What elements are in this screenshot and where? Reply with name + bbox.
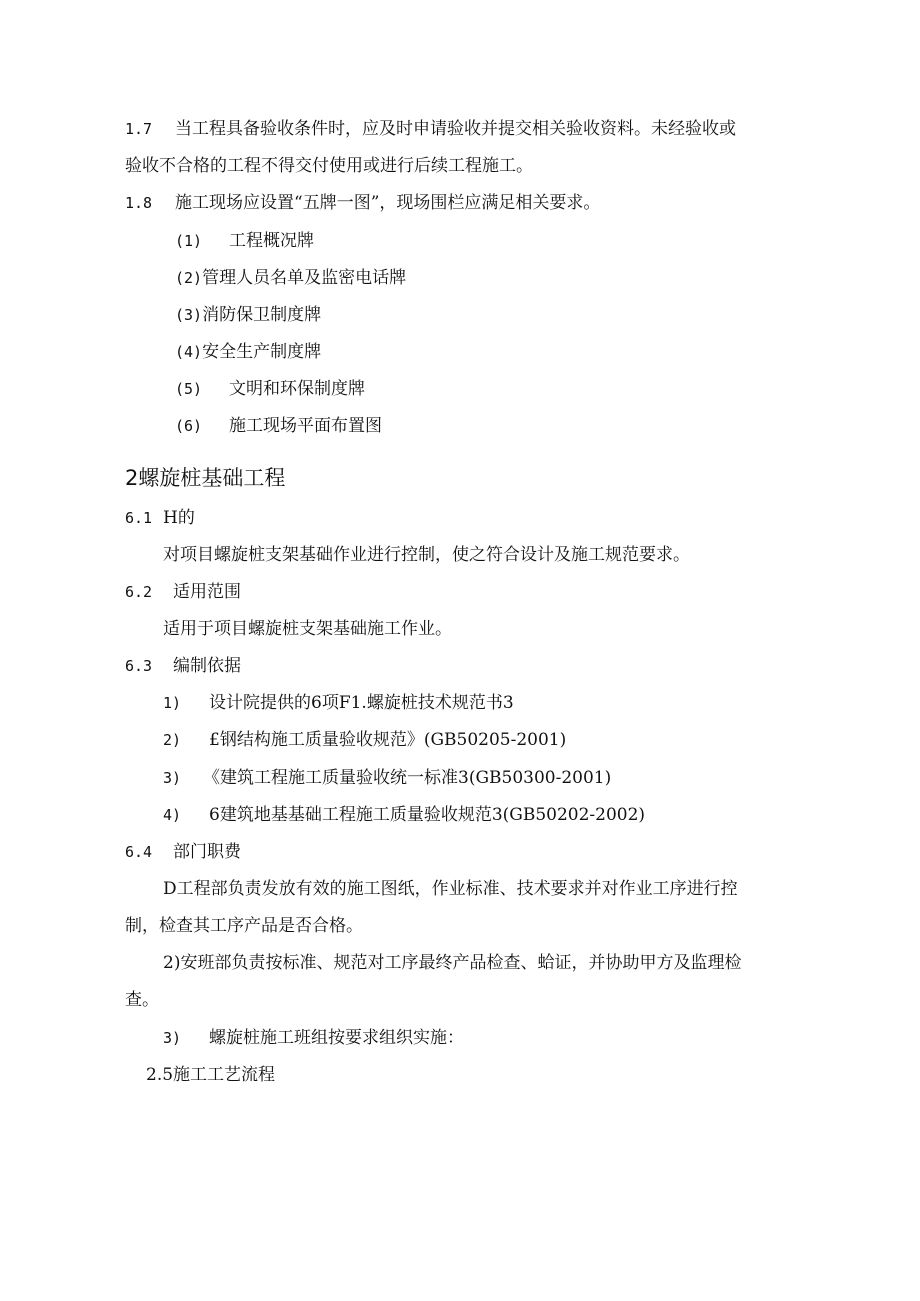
duty-paragraph-2-line-1: 2)安班部负责按标准、规范对工序最终产品检查、蛤证，并协助甲方及监理检: [163, 953, 742, 973]
section-6-2-title: [125, 580, 241, 604]
item-text: 《建筑工程施工质量验收统一标准3(GB50300-2001): [203, 768, 612, 788]
section-title: 编制依据: [173, 656, 241, 676]
section-6-1-body: 对项目螺旋桩支架基础作业进行控制，使之符合设计及施工规范要求。: [163, 545, 690, 565]
duty-paragraph-3: [163, 1026, 464, 1050]
duty-paragraph-1-line-1: D工程部负责发放有效的施工图纸，作业标准、技术要求并对作业工序进行控: [163, 879, 738, 899]
item-number: 2): [163, 731, 182, 749]
section-title: 适用范围: [173, 582, 241, 602]
item-number: 3): [163, 769, 182, 787]
section-6-1-title: [125, 506, 195, 530]
item-text: 文明和环保制度牌: [229, 379, 365, 399]
section-1-7-line-1: [125, 117, 736, 141]
sign-item-1: [175, 229, 314, 253]
duty-paragraph-2-line-2: 查。: [125, 990, 159, 1010]
section-number: 6.2: [125, 583, 153, 601]
item-text: 设计院提供的6项F1.螺旋桩技术规范书3: [209, 693, 514, 713]
item-text: 管理人员名单及监密电话牌: [202, 268, 407, 288]
section-number: 1.8: [125, 194, 153, 212]
item-text: £钢结构施工质量验收规范》(GB50205-2001): [209, 730, 567, 750]
reference-item-3: [163, 766, 611, 790]
section-1-8: [125, 191, 600, 215]
item-number: 4): [163, 806, 182, 824]
section-number: 6.4: [125, 843, 153, 861]
section-1-7-line-2: 验收不合格的工程不得交付使用或进行后续工程施工。: [125, 156, 533, 176]
item-number: (5): [175, 380, 203, 398]
sign-item-5: [175, 377, 365, 401]
item-number: (4): [175, 343, 203, 361]
item-number: (6): [175, 417, 203, 435]
reference-item-4: [163, 803, 645, 827]
sign-item-3: [175, 303, 321, 327]
item-text: 施工现场平面布置图: [229, 416, 382, 436]
reference-item-2: [163, 728, 566, 752]
section-title: H的: [163, 508, 195, 528]
chapter-heading: 2螺旋桩基础工程: [125, 466, 286, 490]
sign-item-2: [175, 266, 406, 290]
section-2-5-title: 2.5施工工艺流程: [146, 1065, 276, 1085]
section-text: 当工程具备验收条件时，应及时申请验收并提交相关验收资料。未经验收或: [175, 119, 736, 139]
section-6-2-body: 适用于项目螺旋桩支架基础施工作业。: [163, 619, 452, 639]
section-text: 施工现场应设置“五牌一图”，现场围栏应满足相关要求。: [175, 193, 601, 213]
sign-item-6: [175, 414, 382, 438]
duty-paragraph-1-line-2: 制，检查其工序产品是否合格。: [125, 916, 363, 936]
item-number: (1): [175, 232, 203, 250]
section-6-3-title: [125, 654, 241, 678]
sign-item-4: [175, 340, 321, 364]
item-text: 6建筑地基基础工程施工质量验收规范3(GB50202-2002): [209, 805, 646, 825]
section-number: 6.3: [125, 657, 153, 675]
section-title: 部门职费: [173, 842, 241, 862]
item-text: 消防保卫制度牌: [202, 305, 322, 325]
item-text: 安全生产制度牌: [202, 342, 322, 362]
item-number: (2): [175, 269, 203, 287]
section-number: 6.1: [125, 509, 153, 527]
item-number: 3): [163, 1029, 182, 1047]
item-number: (3): [175, 306, 203, 324]
section-6-4-title: [125, 840, 241, 864]
section-number: 1.7: [125, 120, 153, 138]
item-text: 螺旋桩施工班组按要求组织实施：: [209, 1028, 464, 1048]
reference-item-1: [163, 691, 514, 715]
item-number: 1): [163, 694, 182, 712]
item-text: 工程概况牌: [229, 231, 314, 251]
